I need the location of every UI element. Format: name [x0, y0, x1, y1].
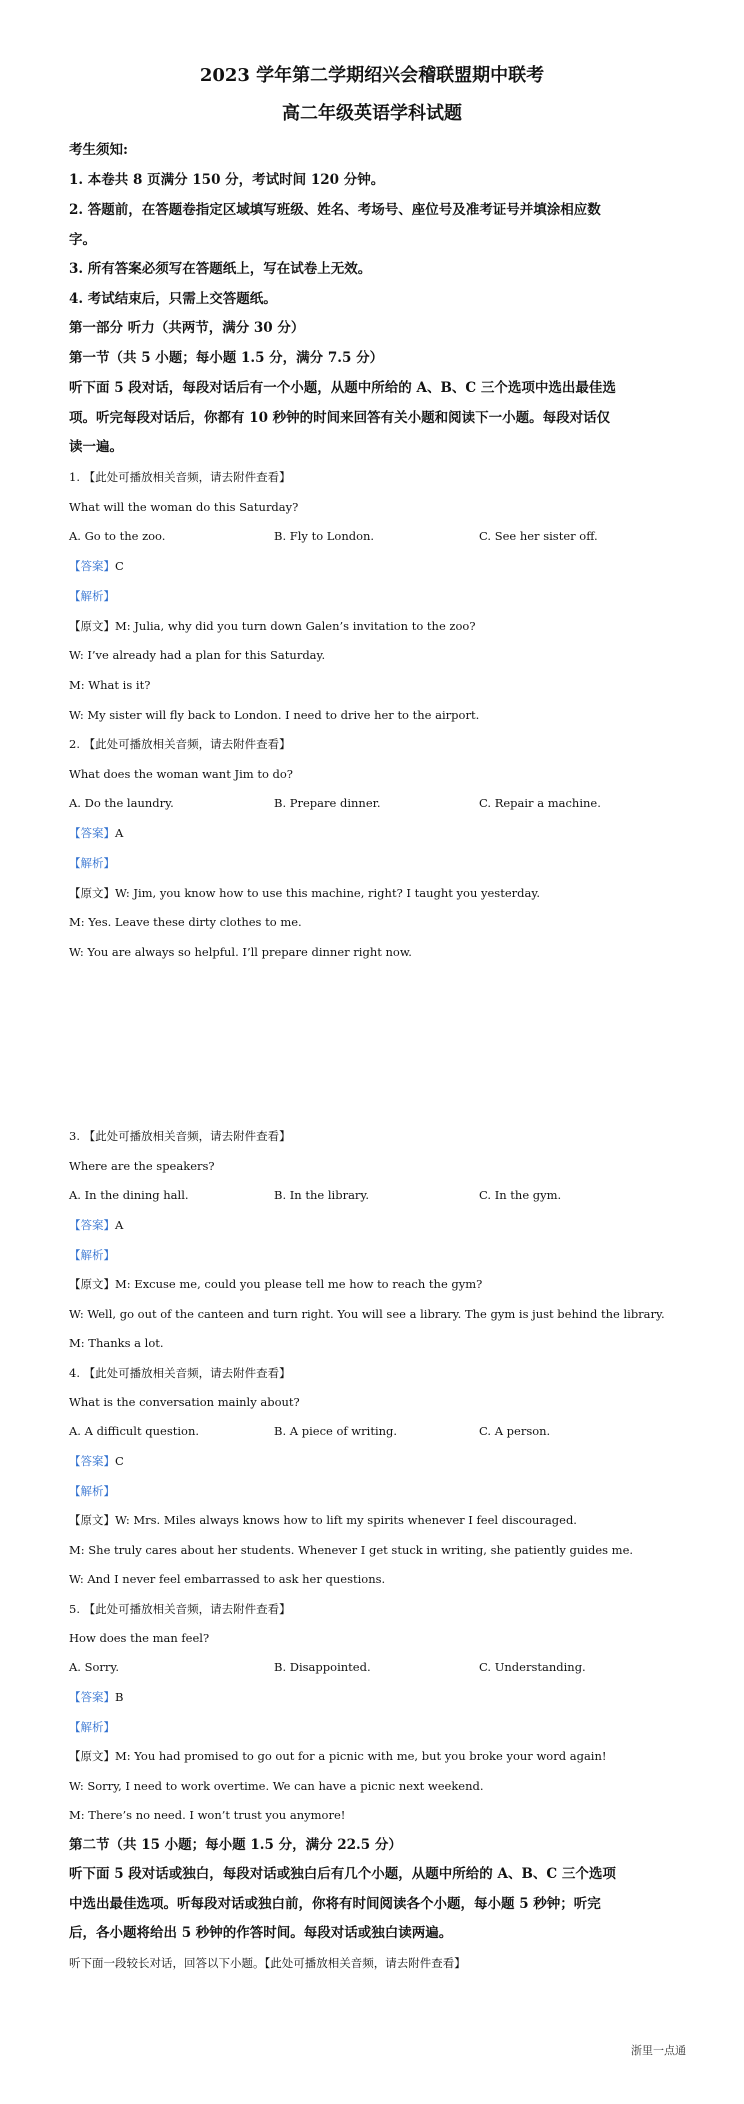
analysis-label: 【解析】 — [69, 1720, 115, 1734]
option-a: A. In the dining hall. — [69, 1188, 189, 1202]
question-3-text: Where are the speakers? — [69, 1159, 215, 1173]
answer-value: A — [115, 1218, 124, 1232]
footer-brand: 浙里一点通 — [631, 2044, 686, 2057]
question-5-head: 5. 【此处可播放相关音频，请去附件查看】 — [69, 1602, 291, 1616]
option-b: B. Disappointed. — [274, 1660, 371, 1674]
transcript-line: W: Sorry, I need to work overtime. We can have a picnic next weekend. — [69, 1779, 484, 1793]
analysis-label: 【解析】 — [69, 856, 115, 870]
option-c: C. In the gym. — [479, 1188, 562, 1202]
option-c: C. A person. — [479, 1424, 551, 1438]
answer-line — [69, 1453, 684, 1469]
notice-item: 3. 所有答案必须写在答题纸上，写在试卷上无效。 — [69, 261, 372, 277]
option-a: A. Do the laundry. — [69, 796, 174, 810]
section1-instruction: 听下面 5 段对话，每段对话后有一个小题，从题中所给的 A、B、C 三个选项中选出最佳选 — [69, 380, 616, 396]
section1-instruction: 项。听完每段对话后，你都有 10 秒钟的时间来回答有关小题和阅读下一小题。每段对话仅 — [69, 410, 611, 426]
answer-label: 【答案】 — [69, 559, 115, 573]
transcript-line: M: Thanks a lot. — [69, 1336, 164, 1350]
question-2-text: What does the woman want Jim to do? — [69, 767, 293, 781]
part1-heading: 第一部分 听力（共两节，满分 30 分） — [69, 320, 305, 336]
question-2-head: 2. 【此处可播放相关音频，请去附件查看】 — [69, 737, 291, 751]
option-c: C. Repair a machine. — [479, 796, 601, 810]
analysis-label: 【解析】 — [69, 589, 115, 603]
answer-line — [69, 1689, 684, 1705]
transcript-line: 【原文】W: Mrs. Miles always knows how to lift my spirits whenever I feel discouraged. — [69, 1513, 577, 1527]
option-b: B. In the library. — [274, 1188, 370, 1202]
option-a: A. Go to the zoo. — [69, 529, 166, 543]
question-4-head: 4. 【此处可播放相关音频，请去附件查看】 — [69, 1366, 291, 1380]
option-c: C. See her sister off. — [479, 529, 598, 543]
question-1-text: What will the woman do this Saturday? — [69, 500, 299, 514]
section2-lead: 听下面一段较长对话，回答以下小题。【此处可播放相关音频，请去附件查看】 — [69, 1956, 466, 1970]
answer-label: 【答案】 — [69, 1690, 115, 1704]
transcript-line: M: She truly cares about her students. Whenever I get stuck in writing, she patiently guides me. — [69, 1543, 634, 1557]
option-a: A. A difficult question. — [69, 1424, 200, 1438]
transcript-line: W: Well, go out of the canteen and turn right. You will see a library. The gym is just behind the library. — [69, 1307, 665, 1321]
exam-title: 2023 学年第二学期绍兴会稽联盟期中联考 — [199, 65, 545, 86]
question-5-text: How does the man feel? — [69, 1631, 210, 1645]
transcript-line: 【原文】M: Julia, why did you turn down Galen’s invitation to the zoo? — [69, 619, 476, 633]
notice-item: 2. 答题前，在答题卷指定区域填写班级、姓名、考场号、座位号及准考证号并填涂相应数 — [69, 202, 601, 218]
answer-value: B — [115, 1690, 124, 1704]
answer-value: C — [115, 559, 124, 573]
answer-label: 【答案】 — [69, 826, 115, 840]
transcript-line: M: What is it? — [69, 678, 151, 692]
section2-instruction: 听下面 5 段对话或独白，每段对话或独白后有几个小题，从题中所给的 A、B、C 三个选项 — [69, 1866, 616, 1882]
transcript-line: 【原文】M: You had promised to go out for a picnic with me, but you broke your word again! — [69, 1749, 607, 1763]
section1-instruction: 读一遍。 — [69, 439, 123, 455]
section2-heading: 第二节（共 15 小题；每小题 1.5 分，满分 22.5 分） — [69, 1837, 402, 1853]
answer-label: 【答案】 — [69, 1454, 115, 1468]
notice-item: 1. 本卷共 8 页满分 150 分，考试时间 120 分钟。 — [69, 172, 385, 188]
question-3-head: 3. 【此处可播放相关音频，请去附件查看】 — [69, 1129, 291, 1143]
option-a: A. Sorry. — [69, 1660, 120, 1674]
section2-instruction: 后，各小题将给出 5 秒钟的作答时间。每段对话或独白读两遍。 — [69, 1925, 453, 1941]
answer-value: A — [115, 826, 124, 840]
option-c: C. Understanding. — [479, 1660, 586, 1674]
option-b: B. Fly to London. — [274, 529, 375, 543]
option-b: B. A piece of writing. — [274, 1424, 398, 1438]
option-b: B. Prepare dinner. — [274, 796, 381, 810]
exam-subtitle: 高二年级英语学科试题 — [282, 103, 462, 124]
transcript-line: 【原文】M: Excuse me, could you please tell me how to reach the gym? — [69, 1277, 483, 1291]
answer-line — [69, 1217, 684, 1233]
transcript-line: W: My sister will fly back to London. I need to drive her to the airport. — [69, 708, 480, 722]
question-1-head: 1. 【此处可播放相关音频，请去附件查看】 — [69, 470, 291, 484]
transcript-line: M: Yes. Leave these dirty clothes to me. — [69, 915, 302, 929]
transcript-line: W: You are always so helpful. I’ll prepare dinner right now. — [69, 945, 412, 959]
answer-label: 【答案】 — [69, 1218, 115, 1232]
transcript-line: W: I’ve already had a plan for this Saturday. — [69, 648, 326, 662]
notice-item: 字。 — [69, 232, 96, 248]
analysis-label: 【解析】 — [69, 1484, 115, 1498]
question-4-text: What is the conversation mainly about? — [69, 1395, 300, 1409]
section2-instruction: 中选出最佳选项。听每段对话或独白前，你将有时间阅读各个小题，每小题 5 秒钟；听完 — [69, 1896, 601, 1912]
answer-value: C — [115, 1454, 124, 1468]
answer-line — [69, 558, 684, 574]
transcript-line: 【原文】W: Jim, you know how to use this machine, right? I taught you yesterday. — [69, 886, 540, 900]
transcript-line: W: And I never feel embarrassed to ask her questions. — [69, 1572, 386, 1586]
notice-item: 4. 考试结束后，只需上交答题纸。 — [69, 291, 277, 307]
section1-heading: 第一节（共 5 小题；每小题 1.5 分，满分 7.5 分） — [69, 350, 384, 366]
transcript-line: M: There’s no need. I won’t trust you anymore! — [69, 1808, 346, 1822]
answer-line — [69, 825, 684, 841]
analysis-label: 【解析】 — [69, 1248, 115, 1262]
notice-heading: 考生须知: — [69, 142, 128, 158]
